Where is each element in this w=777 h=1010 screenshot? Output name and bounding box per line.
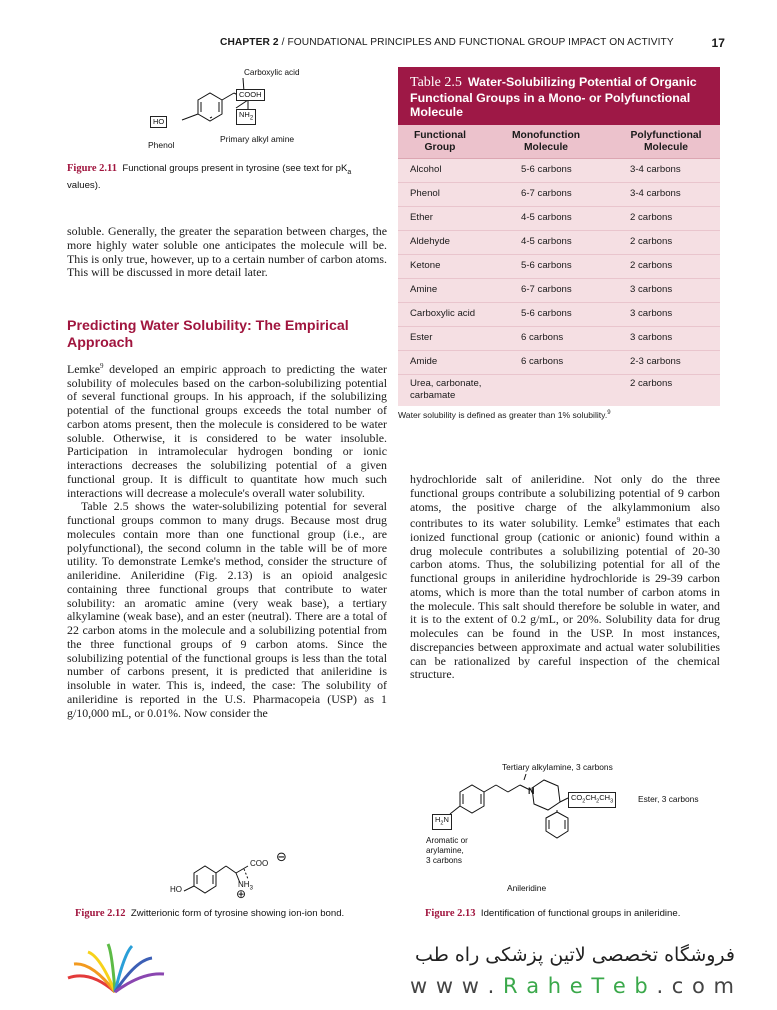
section-heading: Predicting Water Solubility: The Empirical Approach xyxy=(67,318,349,351)
plus-charge-icon: ⊕ xyxy=(236,887,247,901)
footer-banner xyxy=(0,930,777,1010)
figure-2-13-structure xyxy=(410,758,730,898)
ester-label: Ester, 3 carbons xyxy=(638,794,699,804)
left-para-2: Lemke$^9$ developed an empiric approach to predicting the water solubility of molecules based on the carbon-solubilizing potential of several functional groups. In his approach, if the solubilizing potential of the functional groups exceeds the total number of carbon atoms present, then the molecule is considered to be water soluble. Otherwise, it is considered to be water insoluble. Participation in intramolecular hydrogen bonding or ionic interactions decreases the solubilizing potential of a given functional group. It is difficult to quantitate how much such interactions will decrease a molecule's overall water solubility. Table 2.5 shows the water-solubilizing potential for several functional groups common to many drugs. Because most drug molecules contain more than one functional group (i.e., are polyfunctional), the second column in the table will be of more utility. To demonstrate Lemke's method, consider the structure of anileridine. Anileridine (Fig. 2.13) is an opioid analgesic containing three functional groups that contribute to water solubility: an aromatic amine (very weak base), a tertiary alkylamine (weak base), and an ester (neutral). There are a total of 22 carbon atoms in the molecule and a solubilizing potential from the three functional groups of 9 carbon atoms. Since the solubilizing potential of the functional groups is less than the total number of carbons present, it is predicted that anileridine is insoluble in water. This is, indeed, the case: The solubility of anileridine is reported in the U.S. Pharmacopeia (USP) as 1 g/10,000 mL, or 0.01%. Now consider the xyxy=(67,361,387,720)
tertiary-amine-label: Tertiary alkylamine, 3 carbons xyxy=(502,762,613,772)
table-2-5 xyxy=(398,67,720,420)
table-body xyxy=(398,125,720,406)
ho-label: HO xyxy=(170,885,182,894)
figure-2-13-caption: Figure 2.13 Identification of functional groups in anileridine. xyxy=(425,908,681,919)
primary-amine-label: Primary alkyl amine xyxy=(220,134,295,144)
table-row: Ether 4-5 carbons 2 carbons xyxy=(398,207,720,231)
left-para-1: soluble. Generally, the greater the separation between charges, the more highly water soluble one anticipates the molecule will be. This is only true, however, up to a certain number of carbon atoms. This will be discussed in more detail later. xyxy=(67,224,387,280)
figure-label: Figure 2.11 xyxy=(67,163,117,174)
coo-label: COO xyxy=(250,859,269,868)
table-row: Urea, carbonate, carbamate 2 carbons xyxy=(410,377,673,401)
col-header: Functional Group xyxy=(413,129,467,153)
book-logo-icon xyxy=(60,940,170,1000)
col-header: Monofunction Molecule xyxy=(511,129,581,153)
running-header xyxy=(220,37,725,48)
figure-2-11-caption: Figure 2.11 Functional groups present in tyrosine (see text for $pK_a$ values). xyxy=(67,163,352,191)
store-url: w w w . R a h e T e b . c o m xyxy=(410,974,735,998)
table-row: Amine 6-7 carbons 3 carbons xyxy=(398,279,720,303)
anileridine-name: Anileridine xyxy=(507,883,547,893)
chapter-title: FOUNDATIONAL PRINCIPLES AND FUNCTIONAL GROUP IMPACT ON ACTIVITY xyxy=(287,37,674,48)
ho-box: HO xyxy=(150,116,167,128)
table-row: Ketone 5-6 carbons 2 carbons xyxy=(398,255,720,279)
table-row: Alcohol 5-6 carbons 3-4 carbons xyxy=(398,159,720,183)
anileridine-structure-icon xyxy=(410,758,730,898)
store-name: فروشگاه تخصصی لاتین پزشکی راه طب xyxy=(415,944,735,966)
h2n-box: $H_2N$ xyxy=(432,814,452,830)
table-row: Amide 6 carbons 2-3 carbons xyxy=(398,351,720,375)
chapter-label: CHAPTER 2 xyxy=(220,37,279,48)
nh3-label: $NH_3$ xyxy=(238,880,253,892)
page-number: 17 xyxy=(711,36,725,50)
carboxylic-acid-label: Carboxylic acid xyxy=(244,68,300,77)
table-row: Phenol 6-7 carbons 3-4 carbons xyxy=(398,183,720,207)
figure-2-12-structure xyxy=(170,845,330,900)
cooh-box: COOH xyxy=(236,89,265,101)
table-header-row xyxy=(398,125,720,159)
table-row: Ester 6 carbons 3 carbons xyxy=(398,327,720,351)
table-row: Aldehyde 4-5 carbons 2 carbons xyxy=(398,231,720,255)
right-para: hydrochloride salt of anileridine. Not only do the three functional groups contribute a solubilizing potential of 9 carbon atoms, the positive charge of the alkylammonium also contributes to its water solubility. Lemke$^9$ estimates that each ionized functional group (cationic or anionic) found within a drug molecule contributes a solubilizing potential of 20-30 carbon atoms. Thus, the solubilizing potential for all of the functional groups in anileridine hydrochloride is 29-39 carbon atoms, which is more than the total number of carbon atoms in the molecule. This salt should therefore be soluble in water, and it is to the extent of 0.2 g/mL, or 20%. Solubility data for drug molecules can be found in the USP. In most instances, discrepancies between approximate and actual water solubilities can be rationalized by careful inspection of the chemical structure. xyxy=(410,472,720,682)
nh2-box: $NH_2$ xyxy=(236,109,256,125)
figure-2-12-caption: Figure 2.12 Zwitterionic form of tyrosine showing ion-ion bond. xyxy=(75,908,345,919)
ester-box: $CO_2CH_2CH_3$ xyxy=(568,792,616,808)
aromatic-amine-label: Aromatic or arylamine, 3 carbons xyxy=(426,836,468,865)
left-para-3: Table 2.5 shows the water-solubilizing potential for several functional groups common to many drugs. Because most drug molecules contain more than one functional group (i.e., are polyfunctional), the second column in the table will be of more utility. To demonstrate Lemke's method, consider the structure of anileridine. Anileridine (Fig. 2.13) is an opioid analgesic containing three functional groups that contribute to water solubility: an aromatic amine (very weak base), a tertiary alkylamine (weak base), and an ester (neutral). There are a total of 22 carbon atoms in the molecule and a solubilizing potential from the three functional groups of 9 carbon atoms. Since the solubilizing potential of the functional groups is less than the total number of carbons present, it is predicted that anileridine is insoluble in water. This is, indeed, the case: The solubility of anileridine is reported in the U.S. Pharmacopeia (USP) as 1 g/10,000 mL, or 0.01%. Now consider the xyxy=(67,499,387,720)
figure-2-11-structure xyxy=(148,64,368,154)
minus-charge-icon: ⊖ xyxy=(276,849,287,864)
table-title: Table 2.5 Water-Solubilizing Potential of Organic Functional Groups in a Mono- or Polyfunctional Molecule xyxy=(398,67,720,125)
n-label: N xyxy=(528,786,535,796)
table-footnote: Water solubility is defined as greater than 1% solubility.$^9$ xyxy=(398,409,611,420)
phenol-label: Phenol xyxy=(148,140,175,150)
col-header: Polyfunctional Molecule xyxy=(630,129,702,153)
table-row: Carboxylic acid 5-6 carbons 3 carbons xyxy=(398,303,720,327)
header-separator: / xyxy=(278,37,288,48)
zwitterion-structure-icon xyxy=(170,845,330,900)
